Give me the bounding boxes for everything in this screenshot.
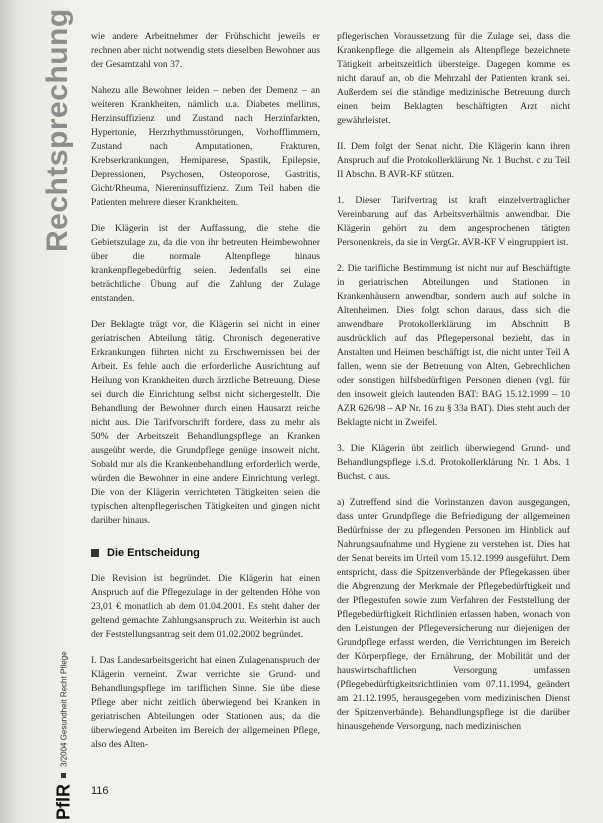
- paragraph: 2. Die tarifliche Bestimmung ist nicht nur auf Beschäftigte in geriatrischen Abteilungen und Stationen in Krankenhäusern anwendbar, sondern auch auf solche in Altenheimen. Dies folgt schon daraus, dass sich die anwendbare Protokollerklärung im Abschnitt B ausdrücklich auf das Pflegepersonal bezieht, das in Anstalten und Heimen beschäftigt ist, die nicht unter Teil A fallen, wenn sie der Betreuung von Alten, Gebrechlichen oder sonstigen hilfsbedürftigen Personen dienen (vgl. für den insoweit gleich lautenden BAT: BAG 15.12.1999 – 10 AZR 626/98 – AP Nr. 16 zu § 33a BAT). Dies steht auch der Beklagte nicht in Zweifel.: [337, 263, 570, 428]
- paragraph: pflegerischen Voraussetzung für die Zulage sei, dass die Krankenpflege die allgemein als Altenpflege bezeichnete Tätigkeit arbeitszeitlich übersteige. Dagegen komme es nicht darauf an, ob die Mehrzahl der Patienten krank sei. Außerdem sei die ständige medizinische Betreuung durch einen beim Beklagten beschäftigten Arzt nicht gewährleistet.: [337, 31, 570, 126]
- left-column: [91, 30, 320, 764]
- paragraph: I. Das Landesarbeitsgericht hat einen Zulagenanspruch der Klägerin verneint. Zwar verrichte sie Grund- und Behandlungspflege im tariflichen Sinne. Sie übe diese Pflege aber nicht zeitlich überwiegend bei Kranken in geriatrischen Abteilungen oder Stationen aus, da die überwiegend Arbeiten im Bereich der allgemeinen Pflege, also des Alten-: [91, 655, 320, 750]
- section-heading-text: Die Entscheidung: [107, 547, 200, 559]
- paragraph: 3. Die Klägerin übt zeitlich überwiegend Grund- und Behandlungspflege i.S.d. Protokollerklärung Nr. 1 Abs. 1 Buchst. c aus.: [337, 443, 570, 482]
- paragraph: wie andere Arbeitnehmer der Frühschicht jeweils er rechnen aber nicht notwendig stets dieselben Bewohner aus der Gesamtzahl von 37.: [91, 31, 320, 70]
- paragraph: II. Dem folgt der Senat nicht. Die Klägerin kann ihren Anspruch auf die Protokollerklärung Nr. 1 Buchst. c zu Teil II Abschn. B AVR-KF stützen.: [337, 141, 570, 180]
- page-number: 116: [91, 785, 109, 797]
- paragraph: Der Beklagte trägt vor, die Klägerin sei nicht in einer geriatrischen Abteilung tätig. Chronisch degenerative Erkrankungen führten nicht zu Erschwernissen bei der Arbeit. Es fehle auch die erforderliche Ausrichtung auf Heilung von Krankheiten durch ärztliche Betreuung. Diese sei durch die Einrichtung selbst nicht sichergestellt. Die Behandlung der Bewohner durch einen Hausarzt reiche nicht aus. Die Tarifvorschrift fordere, dass zu mehr als 50% der Arbeitszeit Behandlungspflege an Kranken ausgeübt werde, die Grundpflege genüge insoweit nicht. Sobald nur als die Krankenbehandlung erforderlich werde, würden die Bewohner in eine andere Einrichtung verlegt. Die von der Klägerin verrichteten Tätigkeiten seien die typischen altenpflegerischen Tätigkeiten und gingen nicht darüber hinaus.: [91, 319, 320, 526]
- journal-info: 3/2004 Gesundheit Recht Pflege: [59, 651, 69, 767]
- paragraph: 1. Dieser Tarifvertrag ist kraft einzelvertraglicher Vereinbarung auf das Arbeitsverhältnis anwendbar. Die Klägerin gehört zu dem angesprochenen tätigten Personenkreis, da sie in VergGr. AVR-KF V eingruppiert ist.: [337, 195, 570, 248]
- right-column: [337, 30, 570, 746]
- journal-footer: [50, 580, 78, 820]
- paragraph: a) Zutreffend sind die Vorinstanzen davon ausgegangen, dass unter Grundpflege die Befriedigung der allgemeinen Bedürfnisse der zu pflegenden Personen im Hinblick auf Nahrungsaufnahme und Hygiene zu verstehen ist. Dies hat der Senat bereits im Urteil vom 15.12.1999 ausgeführt. Dem entspricht, dass die Spitzenverbände der Pflegekassen über die Abgrenzung der Merkmale der Pflegebedürftigkeit und der Pflegestufen sowie zum Verfahren der Feststellung der Pflegebedürftigkeit Richtlinien erlassen haben, wonach von den Leistungen der Pflegeversicherung nur diejenigen der Grundpflege erfasst werden, die Verrichtungen im Bereich der Körperpflege, der Ernährung, der Mobilität und der hauswirtschaftlichen Versorgung umfassen (Pflegebedürftigkeitsrichtlinien vom 07.11.1994, geändert am 21.12.1995, herausgegeben vom medizinischen Dienst der Spitzenverbände). Behandlungspflege ist die darüber hinausgehende Versorgung, nach medizinischen: [337, 497, 570, 732]
- journal-logo: PflR: [53, 784, 74, 820]
- paragraph: Nahezu alle Bewohner leiden – neben der Demenz – an weiteren Krankheiten, nämlich u.a. Diabetes mellitus, Herzinsuffizienz und Zustand nach Herzinfarkten, Hypertonie, Herzrhythmusstörungen, Vorhofflimmern, Zustand nach Amputationen, Frakturen, Krebserkrankungen, Hemiparese, Spastik, Epilepsie, Depressionen, Psychosen, Osteoporose, Gastritis, Gicht/Rheuma, Niereninsuffizienz. Zum Teil haben die Patienten mehrere dieser Krankheiten.: [91, 85, 320, 208]
- bullet-icon: [62, 773, 67, 778]
- square-bullet-icon: [91, 549, 99, 557]
- section-heading: [91, 546, 320, 560]
- binding-shadow: [0, 0, 18, 823]
- paragraph: Die Klägerin ist der Auffassung, die stehe die Gebietszulage zu, da die von ihr betreuten Heimbewohner über die normale Altenpflege hinaus krankenpflegebedürftig seien. Jedenfalls sei eine beträchtliche Übung auf die Zahlung der Zulage entstanden.: [91, 223, 320, 304]
- section-title: Rechtsprechung: [41, 8, 74, 252]
- paragraph: Die Revision ist begründet. Die Klägerin hat einen Anspruch auf die Pflegezulage in der geltenden Höhe von 23,01 € monatlich ab dem 01.04.2001. Es steht daher der geltend gemachte Zahlungsanspruch zu. Weiterhin ist auch der Feststellungsantrag seit dem 01.02.2002 begründet.: [91, 573, 320, 640]
